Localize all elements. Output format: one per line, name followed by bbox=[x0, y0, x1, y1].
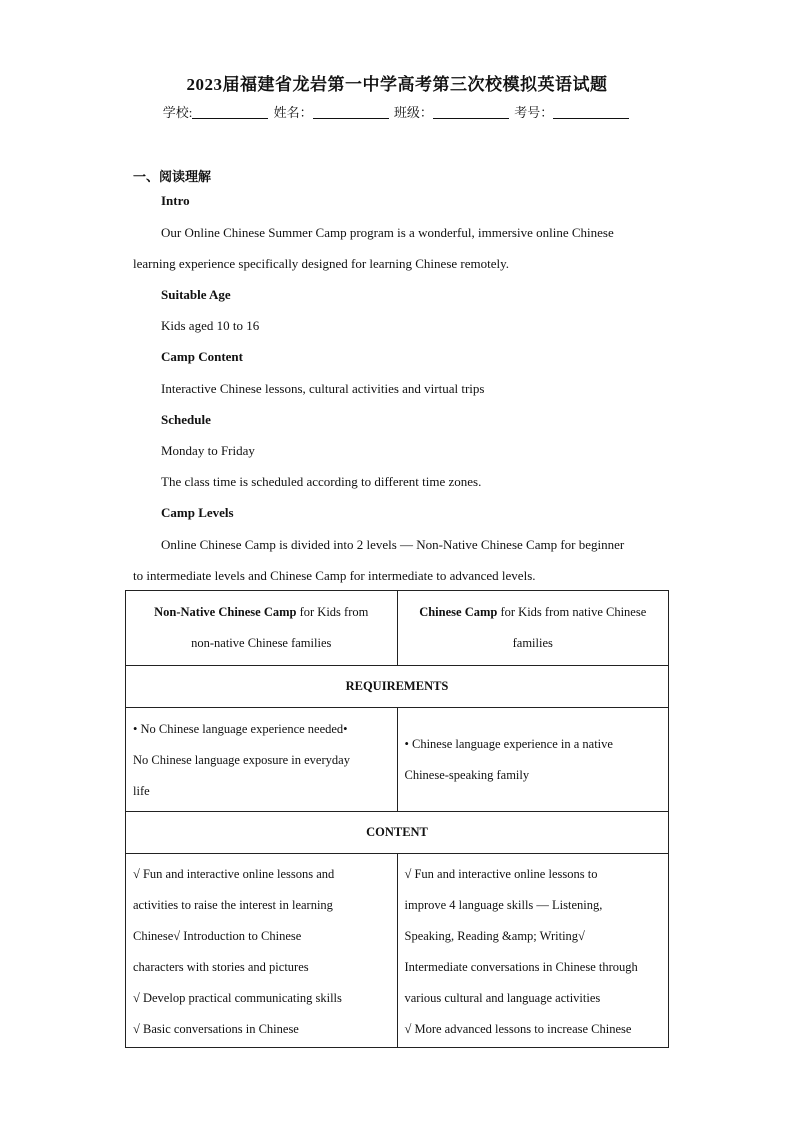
age-text: Kids aged 10 to 16 bbox=[161, 318, 260, 333]
intro-text-line2: learning experience specifically designed for learning Chinese remotely. bbox=[133, 256, 510, 271]
schedule-days: Monday to Friday bbox=[161, 443, 255, 458]
list-item: life bbox=[133, 784, 150, 798]
levels-text-line2: to intermediate levels and Chinese Camp for intermediate to advanced levels. bbox=[133, 568, 536, 583]
list-item: √ Develop practical communicating skills bbox=[133, 991, 342, 1005]
content-label-row bbox=[126, 812, 669, 854]
section-heading: 一、阅读理解 bbox=[133, 169, 212, 184]
non-native-camp-desc: for Kids from bbox=[296, 605, 369, 619]
number-label: 考号： bbox=[514, 105, 554, 120]
intro-heading: Intro bbox=[161, 193, 190, 208]
class-label: 班级： bbox=[393, 105, 433, 120]
age-heading: Suitable Age bbox=[161, 287, 231, 302]
list-item: Chinese√ Introduction to Chinese bbox=[133, 929, 302, 943]
requirements-label-row bbox=[126, 666, 669, 708]
list-item: • Chinese language experience in a native bbox=[404, 736, 613, 751]
student-info-line bbox=[0, 102, 794, 121]
list-item: No Chinese language exposure in everyday bbox=[133, 753, 350, 767]
chinese-camp-header bbox=[397, 591, 669, 666]
content-heading: Camp Content bbox=[161, 349, 243, 364]
non-native-camp-desc-line2: non-native Chinese families bbox=[191, 636, 332, 650]
list-item: Intermediate conversations in Chinese through bbox=[404, 960, 638, 974]
school-blank[interactable] bbox=[192, 106, 268, 119]
name-label: 姓名： bbox=[273, 105, 313, 120]
list-item: √ Basic conversations in Chinese bbox=[133, 1022, 299, 1036]
content-chinese bbox=[397, 854, 669, 1048]
requirements-non-native bbox=[126, 708, 398, 812]
list-item: √ Fun and interactive online lessons and bbox=[133, 867, 335, 881]
page-title: 2023届福建省龙岩第一中学高考第三次校模拟英语试题 bbox=[186, 75, 608, 94]
list-item: Speaking, Reading &amp; Writing√ bbox=[404, 929, 585, 943]
list-item: activities to raise the interest in learning bbox=[133, 898, 333, 912]
content-text: Interactive Chinese lessons, cultural activities and virtual trips bbox=[161, 381, 485, 396]
list-item: • No Chinese language experience needed• bbox=[133, 722, 348, 736]
levels-heading: Camp Levels bbox=[161, 505, 234, 520]
levels-text-line1: Online Chinese Camp is divided into 2 levels — Non-Native Chinese Camp for beginner bbox=[161, 537, 625, 552]
requirements-label: REQUIREMENTS bbox=[126, 666, 669, 708]
intro-text-line1: Our Online Chinese Summer Camp program is a wonderful, immersive online Chinese bbox=[161, 225, 614, 240]
list-item: characters with stories and pictures bbox=[133, 960, 309, 974]
content-non-native bbox=[126, 854, 398, 1048]
list-item: Chinese-speaking family bbox=[404, 767, 530, 782]
schedule-note: The class time is scheduled according to different time zones. bbox=[161, 474, 482, 489]
school-label: 学校: bbox=[162, 105, 193, 120]
table-header-row bbox=[126, 591, 669, 666]
name-blank[interactable] bbox=[313, 106, 389, 119]
chinese-camp-desc-line2: families bbox=[512, 636, 553, 650]
requirements-chinese bbox=[397, 708, 669, 812]
camp-comparison-table bbox=[125, 590, 669, 1048]
chinese-camp-desc: for Kids from native Chinese bbox=[497, 605, 647, 619]
schedule-heading: Schedule bbox=[161, 412, 211, 427]
list-item: √ Fun and interactive online lessons to bbox=[404, 867, 598, 881]
chinese-camp-name: Chinese Camp bbox=[419, 605, 498, 619]
list-item: various cultural and language activities bbox=[404, 991, 601, 1005]
content-row bbox=[126, 854, 669, 1048]
list-item: √ More advanced lessons to increase Chinese bbox=[404, 1022, 632, 1036]
number-blank[interactable] bbox=[553, 106, 629, 119]
requirements-row bbox=[126, 708, 669, 812]
class-blank[interactable] bbox=[433, 106, 509, 119]
non-native-camp-name: Non-Native Chinese Camp bbox=[154, 605, 297, 619]
list-item: improve 4 language skills — Listening, bbox=[404, 898, 603, 912]
content-label: CONTENT bbox=[126, 812, 669, 854]
non-native-camp-header bbox=[126, 591, 398, 666]
